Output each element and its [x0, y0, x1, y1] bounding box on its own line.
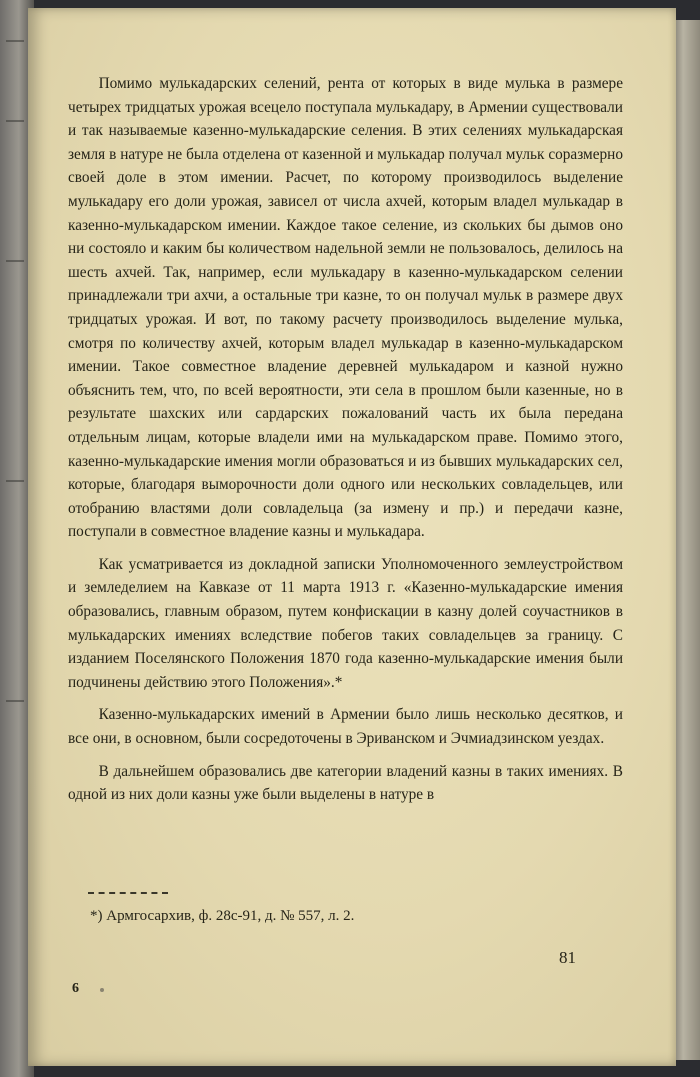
footnote: *) Армгосархив, ф. 28с-91, д. № 557, л. 2. [90, 908, 355, 924]
paragraph-3: Казенно-мулькадарских имений в Армении было лишь несколько десятков, и все они, в основном, были сосредоточены в Эриванском и Эчмиадзинском уездах. [68, 706, 623, 748]
print-speck [100, 988, 104, 992]
previous-page-text-mark [6, 260, 24, 262]
paragraph-1: Помимо мулькадарских селений, рента от которых в виде мулька в размере четырех тридцатых урожая всецело поступала мулькадару, в Армении существовали и так называемые казенно-мулькадарские селения. В этих селениях мулькадарская земля в натуре не была отделена от казенной и мулькадар получал мульк соразмерно своей доле в этом имении. Расчет, по которому производилось выделение мулькадару его доли урожая, зависел от числа ахчей, которым владел мулькадар в казенно-мулькадарском имении. Каждое такое селение, из скольких бы дымов оно ни состояло и каким бы количеством надельной земли не пользовалось, делилось на шесть ахчей. Так, например, если мулькадару в казенно-мулькадарском селении принадлежали три ахчи, а остальные три казне, то он получал мульк в размере двух тридцатых урожая. И вот, по такому расчету производилось выделение мулька, смотря по количеству ахчей, которым владел мулькадар в казенно-мулькадарском имении. Такое совместное владение деревней мулькадаром и казной нужно объяснить тем, что, по всей вероятности, эти села в прошлом были казенные, но в результате шахских или сардарских пожалований часть их была передана отдельным лицам, которые владели ими на мулькадарском праве. Помимо этого, казенно-мулькадарские имения могли образоваться и из бывших мулькадарских сел, которые, благодаря выморочности доли одного или нескольких совладельцев, или отобранию властями доли совладельца (за измену и пр.) и передачи казне, поступали в совместное владение казны и мулькадара. [68, 75, 623, 541]
book-page [28, 8, 676, 1066]
previous-page-text-mark [6, 700, 24, 702]
previous-page-text-mark [6, 480, 24, 482]
previous-page-text-mark [6, 40, 24, 42]
previous-page-text-mark [6, 120, 24, 122]
paragraph-4: В дальнейшем образовались две категории владений казны в таких имениях. В одной из них доли казны уже были выделены в натуре в [68, 762, 623, 804]
paragraph-2: Как усматривается из докладной записки Уполномоченного землеустройством и земледелием на Кавказе от 11 марта 1913 г. «Казенно-мулькадарские имения образовались, главным образом, путем конфискации в казну долей соучастников в мулькадарских имениях вследствие побегов таких совладельцев за границу. С изданием Поселянского Положения 1870 года казенно-мулькадарские имения были подчинены действию этого Положения».* [68, 555, 623, 691]
page-number: 81 [559, 948, 576, 967]
book-cover-edge [672, 20, 700, 1060]
footnote-separator [88, 892, 168, 894]
body-text [68, 72, 623, 807]
signature-mark: 6 [72, 981, 79, 996]
